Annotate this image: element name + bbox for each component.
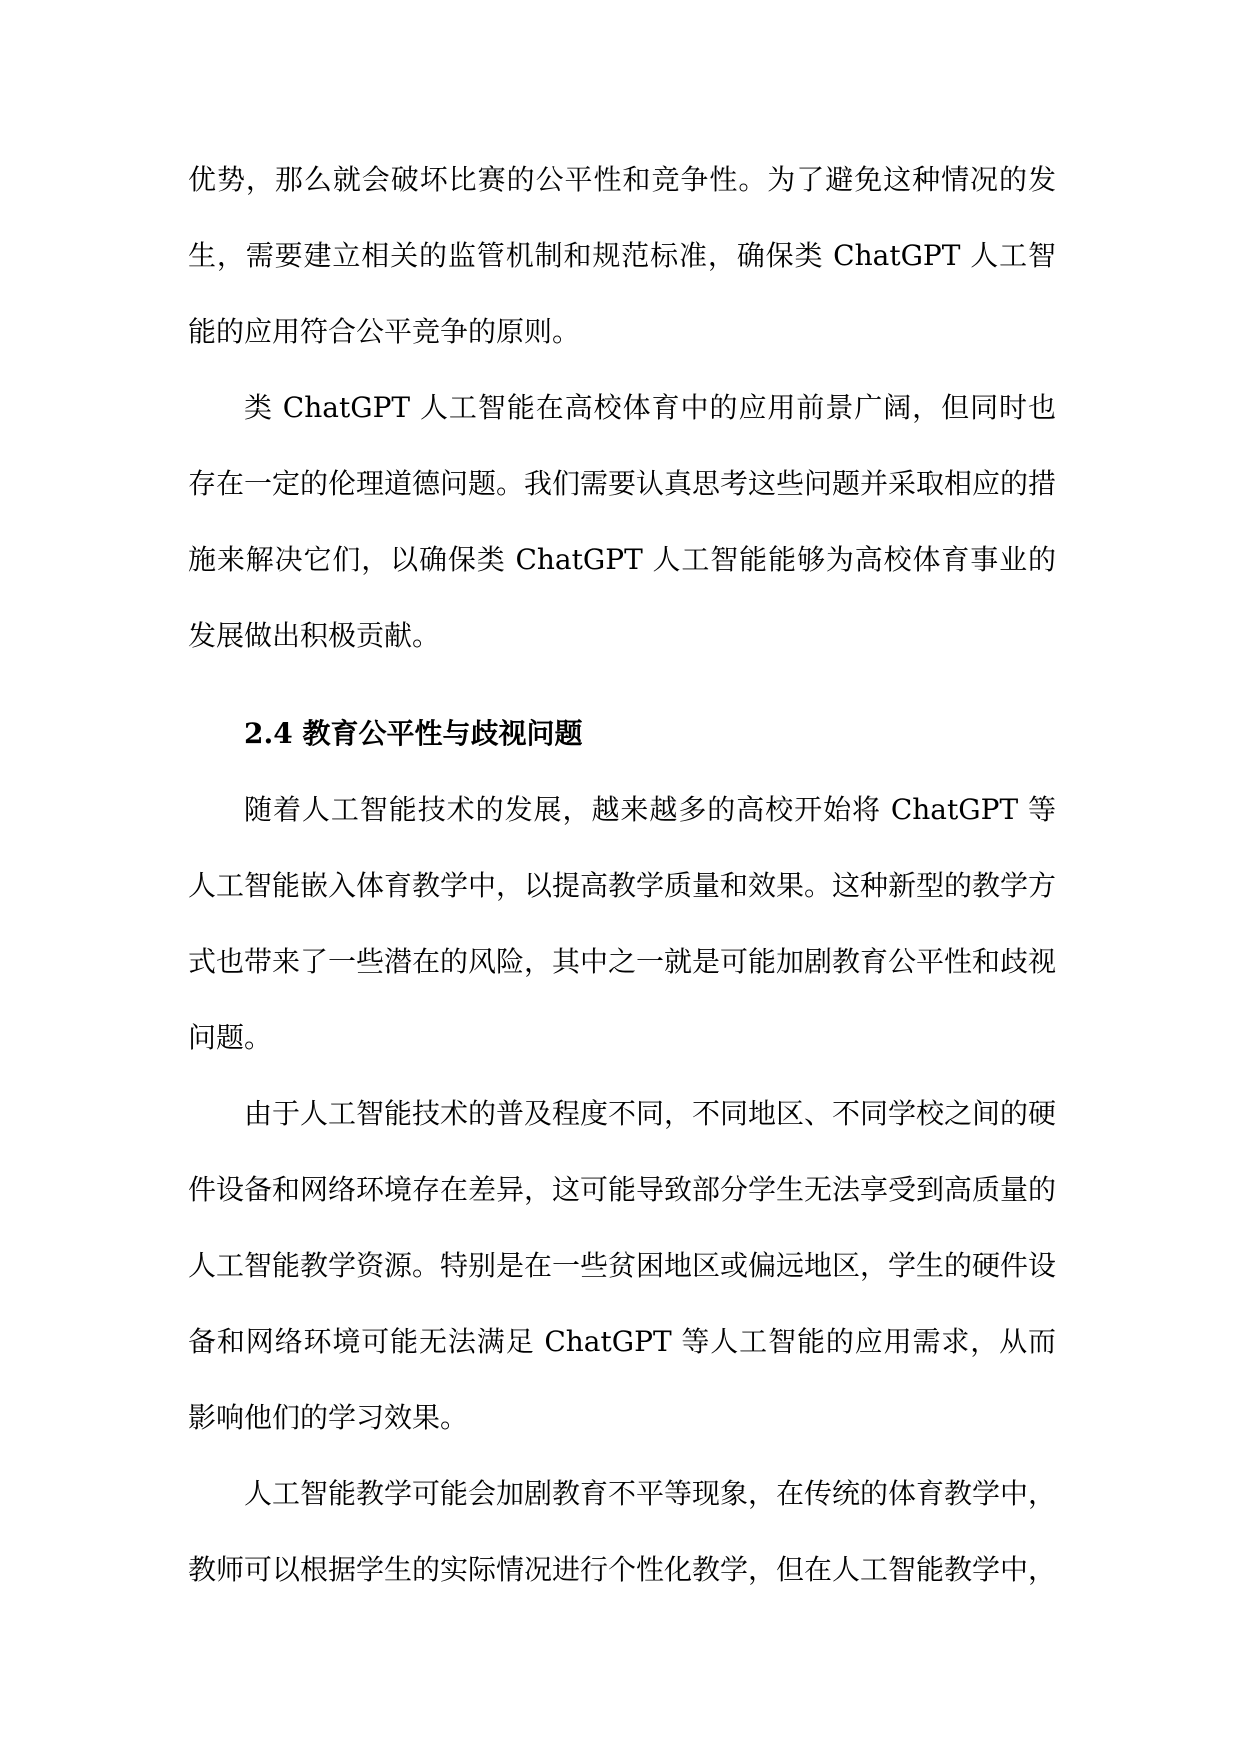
section-heading-2-4: 2.4 教育公平性与歧视问题	[244, 717, 583, 750]
paragraph-fairness-continuation: 优势，那么就会破坏比赛的公平性和竞争性。为了避免这种情况的发生，需要建立相关的监管机制和规范标准，确保类 ChatGPT 人工智能的应用符合公平竞争的原则。	[188, 163, 1056, 348]
paragraph-inequality: 人工智能教学可能会加剧教育不平等现象，在传统的体育教学中，教师可以根据学生的实际情况进行个性化教学，但在人工智能教学中，	[188, 1477, 1057, 1586]
paragraph-ai-teaching-risk: 随着人工智能技术的发展，越来越多的高校开始将 ChatGPT 等人工智能嵌入体育教学中，以提高教学质量和效果。这种新型的教学方式也带来了一些潜在的风险，其中之一就是可能加剧教育公平性和歧视问题。	[188, 793, 1057, 1054]
paragraph-ethics-summary: 类 ChatGPT 人工智能在高校体育中的应用前景广阔，但同时也存在一定的伦理道德问题。我们需要认真思考这些问题并采取相应的措施来解决它们，以确保类 ChatGPT 人工智能能够为高校体育事业的发展做出积极贡献。	[188, 391, 1057, 652]
document-body	[188, 142, 1056, 1608]
paragraph-resource-disparity: 由于人工智能技术的普及程度不同，不同地区、不同学校之间的硬件设备和网络环境存在差异，这可能导致部分学生无法享受到高质量的人工智能教学资源。特别是在一些贫困地区或偏远地区，学生的硬件设备和网络环境可能无法满足 ChatGPT 等人工智能的应用需求，从而影响他们的学习效果。	[188, 1097, 1057, 1434]
